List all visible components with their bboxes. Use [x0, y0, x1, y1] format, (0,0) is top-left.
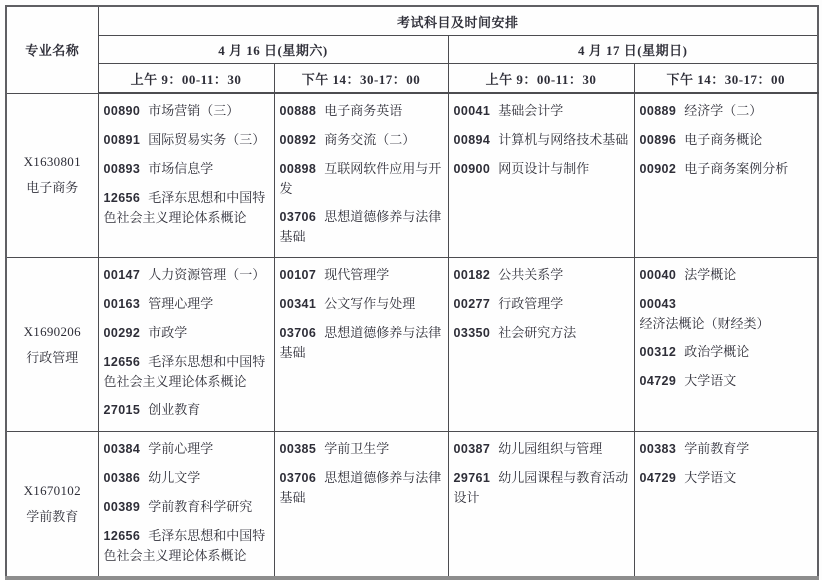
course-name: 幼儿园组织与管理 [498, 441, 603, 456]
table-body [6, 93, 818, 578]
course-code: 00387 [453, 442, 491, 456]
course-entry [104, 265, 271, 285]
course-name: 行政管理学 [498, 296, 564, 311]
time-header-sun-am: 上午 9：00-11：30 [448, 64, 634, 94]
course-name: 学前教育学 [684, 441, 750, 456]
course-name: 经济学（二） [684, 103, 763, 118]
course-code: 00341 [279, 297, 317, 311]
course-name: 学前心理学 [148, 441, 214, 456]
course-name: 市场信息学 [148, 161, 214, 176]
course-code: 00163 [103, 297, 141, 311]
course-entry [104, 352, 271, 391]
course-entry [280, 439, 445, 459]
course-entry [280, 294, 445, 314]
session-cell [98, 432, 274, 579]
session-cell [98, 93, 274, 258]
session-cell [448, 93, 634, 258]
header-row-times [6, 64, 818, 94]
course-entry [280, 101, 445, 121]
course-code: 04729 [639, 374, 677, 388]
course-entry [104, 188, 271, 227]
course-name: 网页设计与制作 [498, 161, 590, 176]
course-name: 大学语文 [684, 373, 737, 388]
course-entry [104, 101, 271, 121]
course-code: 00107 [279, 268, 317, 282]
course-entry [454, 101, 631, 121]
course-entry [640, 159, 815, 179]
course-code: 00385 [279, 442, 317, 456]
course-entry [454, 294, 631, 314]
course-code: 00891 [103, 133, 141, 147]
course-code: 00896 [639, 133, 677, 147]
major-row [6, 258, 818, 432]
course-code: 00892 [279, 133, 317, 147]
course-entry [454, 130, 631, 150]
course-code: 00898 [279, 162, 317, 176]
major-code: X1690206 [23, 323, 81, 339]
course-name: 基础会计学 [498, 103, 564, 118]
course-code: 00890 [103, 104, 141, 118]
course-entry [104, 130, 271, 150]
course-code: 00894 [453, 133, 491, 147]
course-code: 03706 [279, 326, 317, 340]
course-entry [280, 265, 445, 285]
course-name: 法学概论 [684, 267, 737, 282]
course-entry [640, 265, 815, 285]
session-cell [274, 432, 448, 579]
course-entry [454, 468, 631, 507]
course-name: 互联网软件应用与开发 [279, 161, 442, 196]
course-name: 人力资源管理（一） [148, 267, 266, 282]
major-cell [6, 258, 98, 432]
course-entry [104, 468, 271, 488]
time-header-sat-am: 上午 9：00-11：30 [98, 64, 274, 94]
course-name: 公共关系学 [498, 267, 564, 282]
course-entry [454, 159, 631, 179]
course-entry [640, 294, 815, 333]
course-entry [640, 130, 815, 150]
course-code: 12656 [103, 529, 141, 543]
course-entry [104, 323, 271, 343]
schedule-title: 考试科目及时间安排 [98, 6, 818, 36]
session-cell [448, 258, 634, 432]
exam-schedule-sheet [5, 5, 819, 580]
course-name: 市场营销（三） [148, 103, 240, 118]
course-name: 商务交流（二） [324, 132, 416, 147]
course-entry [640, 371, 815, 391]
course-name: 公文写作与处理 [324, 296, 416, 311]
date-header-sat: 4 月 16 日(星期六) [98, 36, 448, 64]
major-cell [6, 93, 98, 258]
course-code: 00147 [103, 268, 141, 282]
course-name: 毛泽东思想和中国特色社会主义理论体系概论 [103, 190, 266, 225]
header-row-dates [6, 36, 818, 64]
session-cell [274, 93, 448, 258]
course-name: 社会研究方法 [498, 325, 577, 340]
course-code: 03350 [453, 326, 491, 340]
course-name: 市政学 [148, 325, 188, 340]
course-entry [454, 439, 631, 459]
course-name: 电子商务案例分析 [684, 161, 789, 176]
course-name: 思想道德修养与法律基础 [279, 325, 442, 360]
course-name: 创业教育 [148, 402, 201, 417]
course-code: 00182 [453, 268, 491, 282]
course-code: 27015 [103, 403, 141, 417]
course-name: 幼儿园课程与教育活动设计 [453, 470, 629, 505]
course-name: 学前卫生学 [324, 441, 390, 456]
session-cell [274, 258, 448, 432]
course-code: 00292 [103, 326, 141, 340]
course-code: 03706 [279, 210, 317, 224]
course-entry [280, 468, 445, 507]
course-code: 00040 [639, 268, 677, 282]
time-header-sat-pm: 下午 14：30-17：00 [274, 64, 448, 94]
course-entry [104, 526, 271, 565]
major-name: 学前教育 [26, 509, 79, 524]
course-name: 思想道德修养与法律基础 [279, 209, 442, 244]
course-entry [104, 497, 271, 517]
course-code: 00888 [279, 104, 317, 118]
major-column-header: 专业名称 [6, 6, 98, 93]
major-row [6, 93, 818, 258]
major-code: X1670102 [23, 483, 81, 498]
course-entry [104, 294, 271, 314]
date-header-sun: 4 月 17 日(星期日) [448, 36, 818, 64]
course-code: 00384 [103, 442, 141, 456]
course-entry [454, 265, 631, 285]
course-name: 学前教育科学研究 [148, 499, 253, 514]
course-entry [104, 439, 271, 459]
major-cell [6, 432, 98, 579]
course-entry [640, 468, 815, 488]
major-row [6, 432, 818, 579]
course-code: 00893 [103, 162, 141, 176]
course-name: 毛泽东思想和中国特色社会主义理论体系概论 [103, 528, 266, 563]
course-code: 04729 [639, 471, 677, 485]
course-name: 思想道德修养与法律基础 [279, 470, 442, 505]
table-header [6, 6, 818, 93]
course-code: 00386 [103, 471, 141, 485]
time-header-sun-pm: 下午 14：30-17：00 [634, 64, 818, 94]
course-entry [640, 342, 815, 362]
course-entry [104, 400, 271, 420]
course-code: 00043 [639, 297, 677, 311]
session-cell [634, 432, 818, 579]
course-name: 管理心理学 [148, 296, 214, 311]
course-entry [280, 207, 445, 246]
course-code: 00900 [453, 162, 491, 176]
course-entry [104, 159, 271, 179]
course-entry [280, 323, 445, 362]
major-code: X1630801 [23, 154, 81, 170]
course-code: 00389 [103, 500, 141, 514]
course-entry [280, 159, 445, 198]
header-row-title [6, 6, 818, 36]
course-code: 03706 [279, 471, 317, 485]
major-name: 行政管理 [26, 349, 79, 365]
course-name: 幼儿文学 [148, 470, 201, 485]
course-code: 12656 [103, 355, 141, 369]
course-code: 00312 [639, 345, 677, 359]
course-name: 经济法概论（财经类） [639, 316, 770, 331]
course-name: 电子商务概论 [684, 132, 763, 147]
session-cell [634, 93, 818, 258]
course-code: 00902 [639, 162, 677, 176]
course-name: 电子商务英语 [324, 103, 403, 118]
course-name: 大学语文 [684, 470, 737, 485]
course-name: 计算机与网络技术基础 [498, 132, 629, 147]
course-code: 00277 [453, 297, 491, 311]
course-code: 00041 [453, 104, 491, 118]
course-code: 00889 [639, 104, 677, 118]
course-name: 现代管理学 [324, 267, 390, 282]
course-name: 国际贸易实务（三） [148, 132, 266, 147]
session-cell [98, 258, 274, 432]
course-entry [454, 323, 631, 343]
course-name: 政治学概论 [684, 344, 750, 359]
course-name: 毛泽东思想和中国特色社会主义理论体系概论 [103, 354, 266, 389]
course-entry [640, 439, 815, 459]
course-code: 00383 [639, 442, 677, 456]
session-cell [448, 432, 634, 579]
course-entry [640, 101, 815, 121]
course-entry [280, 130, 445, 150]
course-code: 29761 [453, 471, 491, 485]
major-name: 电子商务 [26, 180, 79, 196]
course-code: 12656 [103, 191, 141, 205]
session-cell [634, 258, 818, 432]
exam-schedule-table [5, 5, 819, 580]
